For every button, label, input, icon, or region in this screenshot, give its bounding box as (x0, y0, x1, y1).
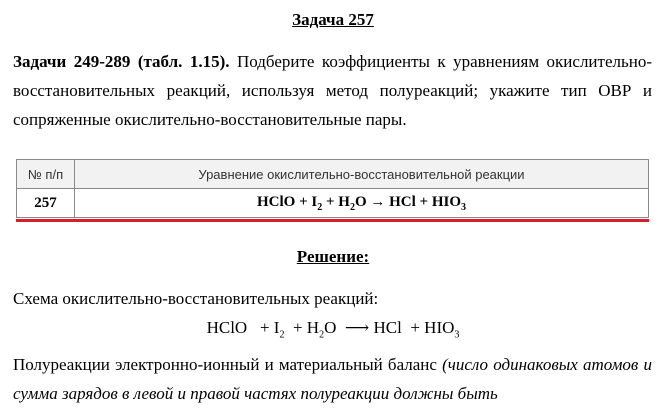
eq-part: HClO + I (256, 193, 318, 210)
reaction-equation (0, 318, 666, 340)
equation-part: O ⟶ HCl + HIO (324, 318, 455, 337)
equation-sub: 2 (319, 329, 325, 341)
task-range: Задачи 249-289 (табл. 1.15). (13, 52, 230, 71)
task-title: Задача 257 (292, 10, 374, 29)
half-text: Полуреакции электронно-ионный и материальный баланс (13, 355, 443, 374)
eq-part: O → HCl + HIO (354, 193, 461, 210)
accent-underline (16, 219, 649, 222)
eq-sub: 2 (317, 201, 323, 213)
task-text: Подберите коэффициенты к уравнениям окислительно-восстановительных реакций, используя метод полуреакций; укажите тип ОВР и сопряженные окислительно-восстановительные пары. (13, 52, 653, 129)
half-reactions-text (13, 350, 652, 408)
solution-heading: Решение: (296, 247, 370, 266)
equation-part: HClO + I (206, 318, 280, 337)
equation-part: + H (284, 318, 320, 337)
header-number: № п/п (17, 160, 75, 189)
eq-part: + H (322, 193, 350, 210)
row-equation (75, 189, 649, 218)
equation-sub: 3 (454, 329, 460, 341)
scheme-label: Схема окислительно-восстановительных реакций: (13, 289, 379, 308)
row-number: 257 (17, 189, 75, 218)
task-statement (13, 47, 652, 134)
equation-sub: 2 (279, 329, 285, 341)
table-header-row (17, 160, 649, 189)
half-italic-note: (число одинаковых атомов и сумма зарядов в левой и правой частях полуреакции должны быть (13, 355, 652, 403)
eq-sub: 2 (349, 201, 355, 213)
header-equation: Уравнение окислительно-восстановительной реакции (75, 160, 649, 189)
eq-sub: 3 (461, 201, 466, 213)
reaction-table (16, 159, 649, 218)
table-row (17, 189, 649, 218)
